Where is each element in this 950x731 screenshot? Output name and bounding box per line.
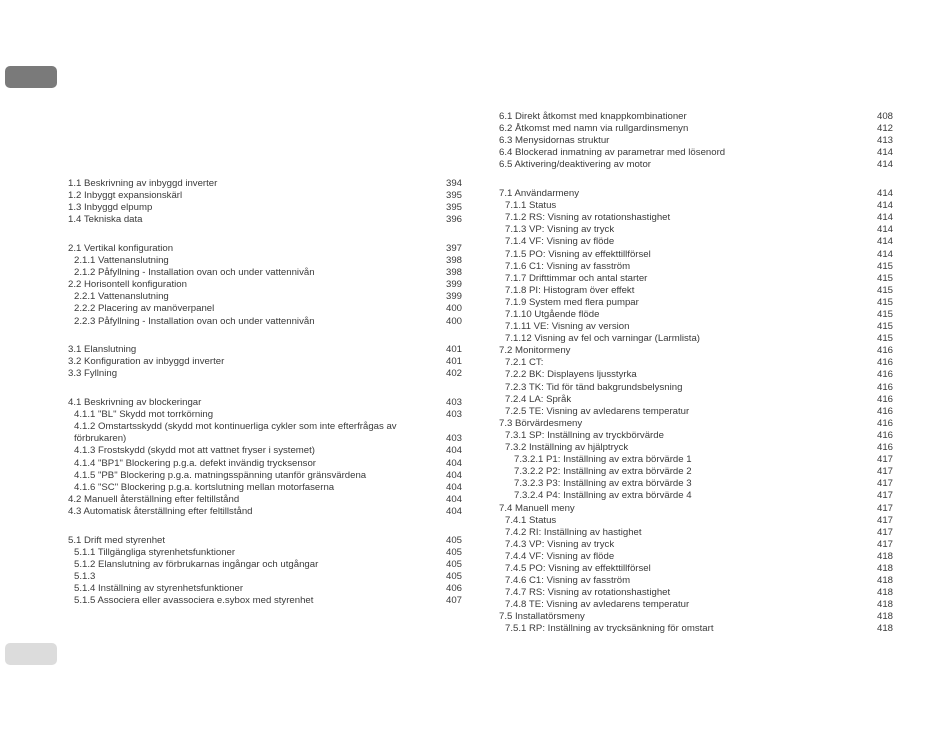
toc-entry-title: 5.1.5 Associera eller avassociera e.sybox med styrenhet	[74, 595, 314, 607]
toc-entry-title: 5.1.1 Tillgängliga styrenhetsfunktioner	[74, 546, 236, 558]
toc-entry-title: 7.2 Monitormeny	[499, 345, 571, 357]
toc-section	[499, 188, 893, 635]
toc-entry[interactable]	[499, 527, 893, 539]
toc-entry-page: 399	[445, 291, 462, 303]
toc-entry-title: 4.2 Manuell återställning efter feltillstånd	[68, 493, 240, 505]
toc-entry[interactable]	[499, 515, 893, 527]
toc-entry[interactable]	[499, 623, 893, 635]
toc-entry[interactable]	[499, 188, 893, 200]
toc-entry-page: 416	[876, 429, 893, 441]
toc-entry-page: 413	[876, 135, 893, 147]
toc-section	[68, 344, 462, 380]
toc-entry[interactable]	[68, 279, 462, 291]
toc-entry[interactable]	[68, 303, 462, 315]
toc-entry-page: 417	[876, 454, 893, 466]
toc-entry-page: 404	[445, 469, 462, 481]
toc-entry-page: 401	[445, 356, 462, 368]
toc-entry-title: 5.1.3	[74, 570, 96, 582]
toc-entry-page: 404	[445, 481, 462, 493]
toc-entry[interactable]	[499, 599, 893, 611]
toc-entry-page: 414	[876, 200, 893, 212]
toc-entry-title: 7.3.2.3 P3: Inställning av extra börvärde 3	[514, 478, 692, 490]
toc-entry-title: 7.1.11 VE: Visning av version	[505, 321, 630, 333]
toc-entry-title: 7.5.1 RP: Inställning av trycksänkning för omstart	[505, 623, 714, 635]
toc-entry[interactable]	[68, 344, 462, 356]
toc-entry-title: 7.4 Manuell meny	[499, 502, 575, 514]
toc-entry[interactable]	[499, 345, 893, 357]
toc-entry-page: 405	[445, 558, 462, 570]
toc-entry-page: 404	[445, 457, 462, 469]
toc-entry-title: 7.4.4 VF: Visning av flöde	[505, 550, 615, 562]
toc-entry[interactable]	[499, 406, 893, 418]
toc-entry-page: 414	[876, 212, 893, 224]
toc-entry-page: 414	[876, 236, 893, 248]
toc-entry[interactable]	[499, 111, 893, 123]
toc-entry-page: 418	[876, 562, 893, 574]
toc-entry-title: 4.1.3 Frostskydd (skydd mot att vattnet fryser i systemet)	[74, 445, 315, 457]
page-tab-marker	[5, 66, 57, 88]
toc-entry[interactable]	[499, 261, 893, 273]
toc-entry-title: 4.1.4 "BP1" Blockering p.g.a. defekt invändig trycksensor	[74, 457, 316, 469]
toc-entry-title: 2.2 Horisontell konfiguration	[68, 279, 187, 291]
toc-entry-title: 7.1.4 VF: Visning av flöde	[505, 236, 615, 248]
toc-entry-page: 417	[876, 466, 893, 478]
toc-entry-page: 415	[876, 296, 893, 308]
toc-entry[interactable]	[499, 418, 893, 430]
toc-entry-page: 414	[876, 147, 893, 159]
toc-entry-title: 2.2.1 Vattenanslutning	[74, 291, 169, 303]
toc-entry-title: 4.1.5 "PB" Blockering p.g.a. matningsspänning utanför gränsvärdena	[74, 469, 367, 481]
toc-entry[interactable]	[68, 458, 462, 470]
toc-entry[interactable]	[68, 178, 462, 190]
toc-entry-page: 401	[445, 344, 462, 356]
toc-entry-title: 5.1 Drift med styrenhet	[68, 534, 166, 546]
toc-entry-page: 415	[876, 260, 893, 272]
toc-entry[interactable]	[499, 309, 893, 321]
toc-entry-title: 7.1.1 Status	[505, 200, 557, 212]
toc-entry-title: 7.2.4 LA: Språk	[505, 393, 572, 405]
toc-entry-title: 7.4.1 Status	[505, 514, 557, 526]
toc-entry-page: 415	[876, 321, 893, 333]
toc-entry-page: 417	[876, 478, 893, 490]
toc-entry-page: 412	[876, 123, 893, 135]
toc-entry-title: 6.5 Aktivering/deaktivering av motor	[499, 159, 651, 171]
toc-entry-page: 405	[445, 570, 462, 582]
toc-entry-page: 417	[876, 538, 893, 550]
toc-entry[interactable]	[499, 575, 893, 587]
toc-entry-title: 6.3 Menysidornas struktur	[499, 135, 610, 147]
toc-entry[interactable]	[499, 394, 893, 406]
toc-entry[interactable]	[68, 291, 462, 303]
toc-entry-title: 3.2 Konfiguration av inbyggd inverter	[68, 356, 225, 368]
toc-entry-page: 405	[445, 534, 462, 546]
toc-entry-page: 416	[876, 417, 893, 429]
toc-entry[interactable]	[68, 316, 462, 328]
toc-entry-title: 7.4.2 RI: Inställning av hastighet	[505, 526, 642, 538]
toc-entry-title: 7.1.10 Utgående flöde	[505, 309, 600, 320]
toc-entry[interactable]	[68, 559, 462, 571]
toc-entry-page: 400	[445, 315, 462, 327]
toc-entry-page: 415	[876, 284, 893, 296]
toc-entry-page: 395	[445, 190, 462, 202]
toc-entry-title: 2.1.1 Vattenanslutning	[74, 255, 169, 267]
toc-entry[interactable]	[499, 430, 893, 442]
toc-entry-title: 4.1 Beskrivning av blockeringar	[68, 397, 202, 409]
toc-entry-title: 7.1 Användarmeny	[499, 188, 580, 200]
toc-entry[interactable]	[499, 249, 893, 261]
toc-entry-page: 416	[876, 345, 893, 357]
toc-entry[interactable]	[499, 369, 893, 381]
toc-entry[interactable]	[68, 214, 462, 226]
toc-entry-page: 398	[445, 267, 462, 279]
toc-entry-title: 5.1.4 Inställning av styrenhetsfunktioner	[74, 583, 244, 594]
toc-entry[interactable]	[68, 595, 462, 607]
toc-entry[interactable]	[68, 409, 462, 421]
toc-entry-title: 7.1.12 Visning av fel och varningar (Larmlista)	[505, 333, 700, 345]
toc-entry-page: 417	[876, 490, 893, 502]
toc-entry[interactable]	[68, 397, 462, 409]
toc-entry[interactable]	[499, 503, 893, 515]
toc-entry-page: 416	[876, 369, 893, 381]
toc-entry-title: 7.4.7 RS: Visning av rotationshastighet	[505, 587, 671, 599]
toc-entry-page: 397	[445, 242, 462, 254]
toc-entry[interactable]	[68, 421, 462, 445]
toc-entry[interactable]	[499, 159, 893, 171]
toc-entry-page: 416	[876, 393, 893, 405]
toc-entry[interactable]	[68, 368, 462, 380]
toc-entry[interactable]	[68, 255, 462, 267]
toc-entry[interactable]	[68, 583, 462, 595]
toc-entry[interactable]	[499, 478, 893, 490]
toc-entry-title: 3.1 Elanslutning	[68, 344, 137, 356]
toc-entry-title: 7.4.6 C1: Visning av fasström	[505, 575, 631, 587]
toc-entry-page: 398	[445, 255, 462, 267]
toc-entry-title: 1.4 Tekniska data	[68, 214, 143, 226]
toc-entry-page: 416	[876, 357, 893, 369]
toc-entry[interactable]	[499, 382, 893, 394]
toc-entry-title: 7.4.8 TE: Visning av avledarens temperatur	[505, 599, 690, 611]
toc-entry-page: 414	[876, 248, 893, 260]
toc-entry-title: 6.2 Åtkomst med namn via rullgardinsmenyn	[499, 123, 689, 135]
toc-entry[interactable]	[499, 490, 893, 502]
toc-entry-page: 407	[445, 595, 462, 607]
toc-entry-title: 2.1.2 Påfyllning - Installation ovan och under vattennivån	[74, 267, 315, 279]
toc-entry[interactable]	[499, 200, 893, 212]
toc-entry-title: 7.1.9 System med flera pumpar	[505, 296, 639, 308]
toc-entry[interactable]	[68, 494, 462, 506]
toc-entry[interactable]	[499, 212, 893, 224]
toc-entry-title: 7.1.3 VP: Visning av tryck	[505, 224, 615, 236]
toc-entry[interactable]	[499, 442, 893, 454]
toc-entry[interactable]	[68, 356, 462, 368]
toc-entry[interactable]	[499, 563, 893, 575]
toc-entry-title: 6.4 Blockerad inmatning av parametrar med lösenord	[499, 147, 726, 159]
toc-entry-page: 418	[876, 587, 893, 599]
toc-entry-title: 7.1.8 PI: Histogram över effekt	[505, 284, 635, 296]
toc-entry-page: 417	[876, 514, 893, 526]
toc-entry-page: 404	[445, 505, 462, 517]
toc-entry-page: 416	[876, 405, 893, 417]
toc-entry[interactable]	[68, 535, 462, 547]
toc-entry[interactable]	[499, 357, 893, 369]
toc-entry-title: 4.1.2 Omstartsskydd (skydd mot kontinuerliga cykler som inte efterfrågas av förbrukaren)	[74, 421, 397, 445]
toc-right-column	[499, 111, 893, 636]
toc-entry[interactable]	[68, 547, 462, 559]
toc-entry-page: 403	[445, 433, 462, 445]
toc-entry-page: 418	[876, 611, 893, 623]
toc-entry-page: 402	[445, 368, 462, 380]
toc-section	[68, 243, 462, 328]
toc-entry[interactable]	[499, 587, 893, 599]
toc-section	[68, 178, 462, 226]
toc-entry-title: 4.3 Automatisk återställning efter feltillstånd	[68, 505, 253, 517]
toc-entry-title: 7.3.2.2 P2: Inställning av extra börvärde 2	[514, 466, 692, 478]
toc-entry[interactable]	[499, 285, 893, 297]
toc-entry-page: 394	[445, 178, 462, 189]
toc-entry[interactable]	[499, 147, 893, 159]
toc-entry-page: 415	[876, 272, 893, 284]
toc-entry[interactable]	[68, 470, 462, 482]
toc-entry-title: 3.3 Fyllning	[68, 368, 118, 380]
toc-entry-title: 4.1.1 "BL" Skydd mot torrkörning	[74, 409, 214, 421]
toc-entry-title: 1.2 Inbyggt expansionskärl	[68, 190, 183, 202]
toc-entry-title: 7.4.5 PO: Visning av effekttillförsel	[505, 562, 651, 574]
toc-entry-title: 7.2.2 BK: Displayens ljusstyrka	[505, 369, 637, 381]
toc-entry-title: 7.1.6 C1: Visning av fasström	[505, 260, 631, 272]
toc-entry-page: 404	[445, 493, 462, 505]
toc-entry[interactable]	[68, 571, 462, 583]
toc-entry-page: 418	[876, 599, 893, 611]
toc-entry[interactable]	[499, 539, 893, 551]
toc-entry[interactable]	[499, 123, 893, 135]
toc-entry[interactable]	[68, 243, 462, 255]
toc-section	[499, 111, 893, 171]
toc-entry-title: 7.2.5 TE: Visning av avledarens temperatur	[505, 405, 690, 417]
toc-entry[interactable]	[68, 202, 462, 214]
toc-left-column	[68, 178, 462, 607]
toc-entry-title: 2.2.3 Påfyllning - Installation ovan och under vattennivån	[74, 315, 315, 327]
toc-entry[interactable]	[68, 267, 462, 279]
toc-entry[interactable]	[499, 333, 893, 345]
toc-entry-title: 7.1.5 PO: Visning av effekttillförsel	[505, 248, 651, 260]
toc-entry[interactable]	[499, 466, 893, 478]
toc-entry[interactable]	[499, 273, 893, 285]
toc-entry-title: 7.1.2 RS: Visning av rotationshastighet	[505, 212, 671, 224]
toc-entry[interactable]	[499, 236, 893, 248]
toc-entry-page: 418	[876, 550, 893, 562]
toc-entry[interactable]	[499, 321, 893, 333]
toc-entry-page: 395	[445, 202, 462, 214]
toc-entry-title: 7.5 Installatörsmeny	[499, 611, 585, 623]
toc-entry-page: 417	[876, 526, 893, 538]
toc-entry[interactable]	[499, 297, 893, 309]
toc-section	[68, 397, 462, 518]
toc-entry[interactable]	[499, 135, 893, 147]
toc-entry-page: 418	[876, 575, 893, 587]
toc-entry-page: 418	[876, 623, 893, 635]
toc-entry[interactable]	[499, 611, 893, 623]
toc-entry-title: 7.1.7 Drifttimmar och antal starter	[505, 272, 648, 284]
toc-entry-title: 7.2.1 CT:	[505, 357, 544, 369]
toc-entry-page: 416	[876, 442, 893, 454]
toc-entry-page: 403	[445, 397, 462, 409]
toc-entry-page: 399	[445, 279, 462, 291]
toc-entry-title: 4.1.6 "SC" Blockering p.g.a. kortslutning mellan motorfaserna	[74, 481, 335, 493]
toc-entry[interactable]	[68, 482, 462, 494]
toc-entry-title: 1.3 Inbyggd elpump	[68, 202, 153, 214]
toc-entry[interactable]	[68, 506, 462, 518]
toc-entry-title: 7.3 Börvärdesmeny	[499, 417, 583, 429]
toc-entry-title: 2.2.2 Placering av manöverpanel	[74, 303, 215, 315]
toc-entry-title: 7.3.2.4 P4: Inställning av extra börvärde 4	[514, 490, 692, 502]
toc-entry-page: 414	[876, 159, 893, 171]
toc-entry[interactable]	[499, 224, 893, 236]
toc-entry-page: 415	[876, 333, 893, 345]
toc-entry-title: 1.1 Beskrivning av inbyggd inverter	[68, 178, 218, 189]
toc-entry[interactable]	[68, 445, 462, 457]
toc-entry-page: 400	[445, 303, 462, 315]
toc-entry-title: 7.3.1 SP: Inställning av tryckbörvärde	[505, 429, 664, 441]
toc-entry-page: 396	[445, 214, 462, 226]
toc-entry-page: 403	[445, 409, 462, 421]
toc-entry-page: 417	[876, 502, 893, 514]
toc-entry-page: 406	[445, 583, 462, 594]
toc-entry-title: 5.1.2 Elanslutning av förbrukarnas ingångar och utgångar	[74, 558, 319, 570]
toc-entry-page: 416	[876, 381, 893, 393]
toc-entry-page: 414	[876, 224, 893, 236]
toc-entry[interactable]	[499, 454, 893, 466]
toc-entry-page: 415	[876, 309, 893, 320]
toc-entry-title: 7.3.2 Inställning av hjälptryck	[505, 442, 629, 454]
toc-entry-page: 404	[445, 445, 462, 457]
toc-entry[interactable]	[68, 190, 462, 202]
page-tab-marker-light	[5, 643, 57, 665]
toc-entry-title: 7.4.3 VP: Visning av tryck	[505, 538, 615, 550]
toc-section	[68, 535, 462, 608]
toc-entry-title: 7.3.2.1 P1: Inställning av extra börvärde 1	[514, 454, 692, 466]
toc-entry-page: 405	[445, 546, 462, 558]
toc-entry-title: 6.1 Direkt åtkomst med knappkombinationer	[499, 111, 687, 122]
toc-entry[interactable]	[499, 551, 893, 563]
toc-entry-title: 2.1 Vertikal konfiguration	[68, 242, 174, 254]
toc-entry-page: 408	[876, 111, 893, 122]
toc-entry-page: 414	[876, 188, 893, 200]
toc-entry-title: 7.2.3 TK: Tid för tänd bakgrundsbelysning	[505, 381, 683, 393]
